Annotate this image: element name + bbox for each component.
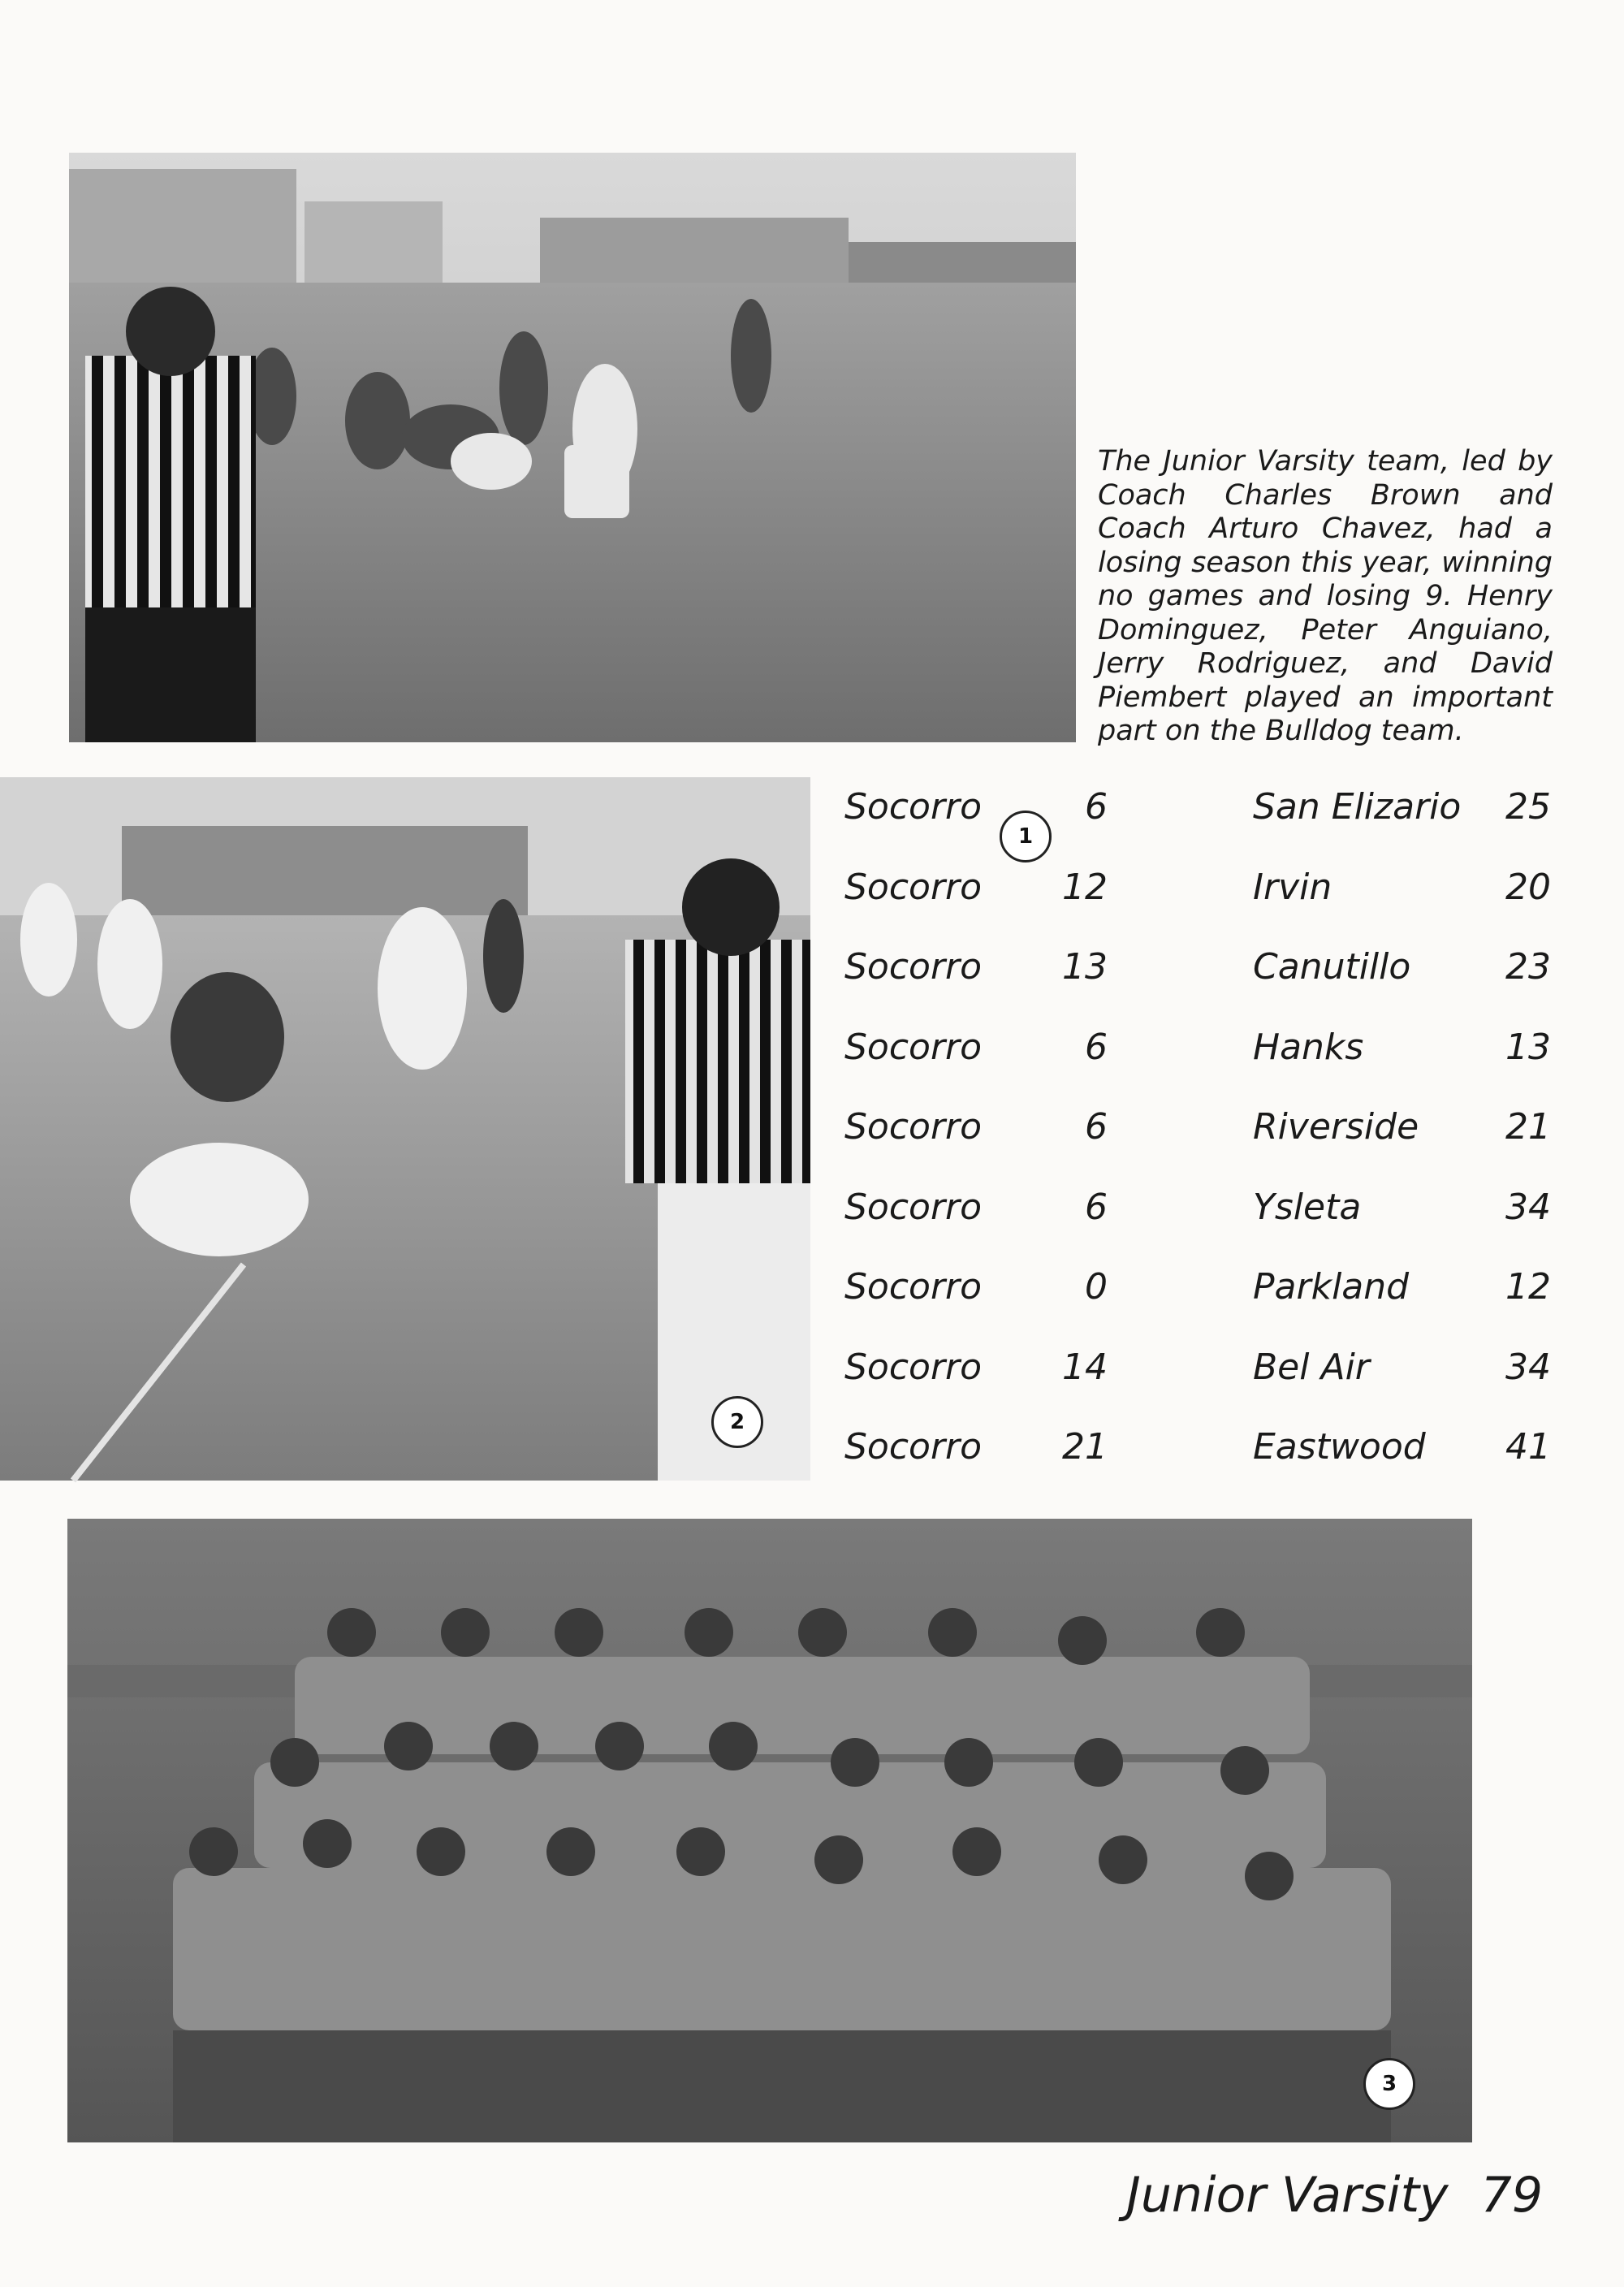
photo-3-image <box>67 1519 1472 2142</box>
team-score: 6 <box>1085 786 1108 828</box>
opponent-name: Canutillo <box>1253 946 1411 988</box>
team-score: 6 <box>1085 1186 1108 1228</box>
opponent-score: 12 <box>1505 1266 1551 1308</box>
score-row <box>844 1347 1559 1427</box>
photo-number-badge: 1 <box>1000 811 1052 862</box>
opponent-name: Irvin <box>1253 866 1332 908</box>
team-name: Socorro <box>844 1426 983 1468</box>
team-name: Socorro <box>844 786 983 828</box>
score-row <box>844 1027 1559 1107</box>
opponent-score: 25 <box>1505 786 1551 828</box>
team-score: 13 <box>1062 946 1108 988</box>
photo-number-badge: 2 <box>711 1396 763 1448</box>
opponent-name: Riverside <box>1253 1106 1419 1148</box>
opponent-name: Ysleta <box>1253 1186 1362 1228</box>
team-name: Socorro <box>844 866 983 908</box>
photo-number-badge: 3 <box>1363 2058 1415 2110</box>
score-row <box>844 1266 1559 1347</box>
score-row <box>844 946 1559 1027</box>
opponent-name: Bel Air <box>1253 1346 1370 1388</box>
opponent-score: 23 <box>1505 946 1551 988</box>
photo-2-image <box>0 777 810 1481</box>
team-name: Socorro <box>844 1186 983 1228</box>
opponent-score: 34 <box>1505 1346 1551 1388</box>
team-score: 21 <box>1062 1426 1108 1468</box>
opponent-score: 13 <box>1505 1026 1551 1068</box>
team-caption: The Junior Varsity team, led by Coach Charles Brown and Coach Arturo Chavez, had a losing season this year, winning no games and losing 9. Henry Dominguez, Peter Anguiano, Jerry Rodriguez, and David Piembert played an important part on the Bulldog team. <box>1098 445 1553 747</box>
score-row <box>844 1426 1559 1507</box>
score-row <box>844 1106 1559 1187</box>
photo-1-image <box>69 153 1076 742</box>
team-name: Socorro <box>844 946 983 988</box>
team-name: Socorro <box>844 1266 983 1308</box>
photo-football-action-2 <box>0 777 810 1481</box>
opponent-name: Hanks <box>1253 1026 1364 1068</box>
opponent-score: 21 <box>1505 1106 1551 1148</box>
opponent-score: 20 <box>1505 866 1551 908</box>
page-number: 79 <box>1480 2167 1543 2224</box>
team-name: Socorro <box>844 1346 983 1388</box>
page-footer <box>1126 2167 1543 2224</box>
score-row <box>844 1187 1559 1267</box>
team-score: 0 <box>1085 1266 1108 1308</box>
opponent-name: Eastwood <box>1253 1426 1426 1468</box>
team-score: 14 <box>1062 1346 1108 1388</box>
team-score: 12 <box>1062 866 1108 908</box>
opponent-name: Parkland <box>1253 1266 1410 1308</box>
opponent-name: San Elizario <box>1253 786 1462 828</box>
score-row <box>844 867 1559 947</box>
team-name: Socorro <box>844 1026 983 1068</box>
team-score: 6 <box>1085 1106 1108 1148</box>
section-title: Junior Varsity <box>1126 2167 1449 2224</box>
score-row <box>844 786 1559 867</box>
photo-team-group <box>67 1519 1472 2142</box>
opponent-score: 34 <box>1505 1186 1551 1228</box>
team-score: 6 <box>1085 1026 1108 1068</box>
opponent-score: 41 <box>1505 1426 1551 1468</box>
team-name: Socorro <box>844 1106 983 1148</box>
season-scores-table <box>844 786 1559 1507</box>
